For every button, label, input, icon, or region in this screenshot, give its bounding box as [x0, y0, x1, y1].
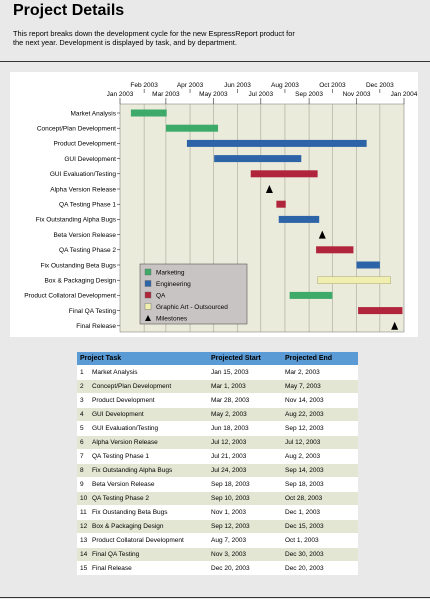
start-date-cell: Jul 21, 2003: [208, 450, 282, 464]
task-cell: [77, 548, 208, 562]
task-name: Concept/Plan Development: [92, 383, 172, 390]
x-tick-label-bottom: Sep 2003: [295, 91, 323, 98]
task-bar: [251, 170, 318, 177]
footer-divider: [0, 597, 430, 598]
gantt-chart: [10, 72, 418, 337]
table-row: [77, 506, 358, 520]
task-number: 9: [80, 481, 84, 488]
start-date-cell: Mar 28, 2003: [208, 394, 282, 408]
end-date-cell: Mar 2, 2003: [282, 366, 358, 380]
table-row: [77, 478, 358, 492]
task-cell: [77, 436, 208, 450]
task-label: Final QA Testing: [68, 307, 116, 315]
task-name: GUI Development: [92, 411, 144, 418]
table-row: [77, 450, 358, 464]
task-name: Beta Version Release: [92, 481, 155, 488]
task-name: Fix Outstanding Alpha Bugs: [92, 467, 173, 474]
end-date-cell: Aug 2, 2003: [282, 450, 358, 464]
start-date-cell: Nov 1, 2003: [208, 506, 282, 520]
page-title: Project Details: [13, 2, 125, 19]
end-date-cell: May 7, 2003: [282, 380, 358, 394]
task-bar: [316, 246, 353, 253]
task-cell: [77, 450, 208, 464]
task-label: Product Collatoral Development: [24, 292, 116, 300]
end-date-cell: Dec 30, 2003: [282, 548, 358, 562]
task-name: Market Analysis: [92, 369, 138, 376]
x-tick-label-bottom: Jan 2003: [106, 91, 134, 98]
task-number: 8: [80, 467, 84, 474]
end-date-cell: Aug 22, 2003: [282, 408, 358, 422]
task-number: 12: [80, 523, 88, 530]
table-row: [77, 548, 358, 562]
task-bar: [131, 110, 167, 117]
task-label: Product Development: [53, 140, 116, 148]
task-name: Alpha Version Release: [92, 439, 158, 446]
task-cell: [77, 492, 208, 506]
task-label: QA Testing Phase 2: [59, 247, 116, 255]
task-table: [77, 352, 358, 575]
table-row: [77, 422, 358, 436]
task-bar: [279, 216, 319, 223]
end-date-cell: Sep 14, 2003: [282, 464, 358, 478]
legend-swatch: [145, 269, 151, 275]
x-tick-label-top: Feb 2003: [130, 82, 158, 89]
start-date-cell: Sep 18, 2003: [208, 478, 282, 492]
end-date-cell: Jul 12, 2003: [282, 436, 358, 450]
task-cell: [77, 534, 208, 548]
task-label: Fix Outstanding Alpha Bugs: [35, 216, 116, 224]
task-number: 6: [80, 439, 84, 446]
task-name: Final QA Testing: [92, 551, 140, 558]
task-cell: [77, 478, 208, 492]
task-cell: [77, 520, 208, 534]
task-bar: [187, 140, 367, 147]
legend-label: Milestones: [156, 315, 188, 323]
task-number: 4: [80, 411, 84, 418]
legend-swatch: [145, 304, 151, 310]
task-label: Concept/Plan Development: [36, 125, 116, 133]
task-label: Market Analysis: [70, 110, 116, 118]
gantt-chart-panel: [10, 72, 418, 337]
task-number: 14: [80, 551, 88, 558]
end-date-cell: Oct 28, 2003: [282, 492, 358, 506]
table-row: [77, 534, 358, 548]
task-cell: [77, 394, 208, 408]
start-date-cell: Jul 24, 2003: [208, 464, 282, 478]
legend-label: Graphic Art - Outsourced: [156, 303, 228, 311]
task-label: Final Release: [76, 323, 116, 331]
table-row: [77, 562, 358, 576]
table-header-row: [77, 352, 358, 366]
axis-tick-labels: [107, 82, 418, 104]
task-table-body: [77, 366, 358, 576]
task-number: 5: [80, 425, 84, 432]
end-date-cell: Dec 15, 2003: [282, 520, 358, 534]
start-date-cell: Jan 15, 2003: [208, 366, 282, 380]
report-description: This report breaks down the development cycle for the new EspressReport product for the next year. Development is displayed by task, and by department.: [13, 29, 295, 47]
task-bar: [318, 277, 391, 284]
task-name: QA Testing Phase 1: [92, 453, 149, 460]
legend-swatch: [145, 292, 151, 298]
task-number: 10: [80, 495, 88, 502]
task-label: GUI Development: [64, 155, 116, 163]
task-name: Product Development: [92, 397, 155, 404]
table-row: [77, 492, 358, 506]
task-label: Alpha Version Release: [50, 186, 116, 194]
task-number: 1: [80, 369, 84, 376]
end-date-cell: Sep 12, 2003: [282, 422, 358, 436]
start-date-cell: Nov 3, 2003: [208, 548, 282, 562]
header-divider: [0, 61, 430, 62]
start-date-cell: Jun 18, 2003: [208, 422, 282, 436]
task-bar: [214, 155, 301, 162]
end-date-cell: Sep 18, 2003: [282, 478, 358, 492]
legend-swatch: [145, 281, 151, 287]
table-row: [77, 436, 358, 450]
start-date-cell: Dec 20, 2003: [208, 562, 282, 576]
task-label: QA Testing Phase 1: [59, 201, 116, 209]
legend-label: QA: [156, 292, 166, 300]
x-tick-label-top: Aug 2003: [271, 82, 299, 89]
x-tick-label-bottom: Jul 2003: [248, 91, 274, 98]
table-row: [77, 520, 358, 534]
x-tick-label-top: Dec 2003: [365, 82, 394, 89]
task-label: Beta Version Release: [53, 231, 116, 239]
task-name: Final Release: [92, 565, 132, 572]
task-bar: [166, 125, 218, 132]
table-row: [77, 408, 358, 422]
end-date-cell: Dec 1, 2003: [282, 506, 358, 520]
start-date-cell: May 2, 2003: [208, 408, 282, 422]
table-row: [77, 394, 358, 408]
end-date-cell: Dec 20, 2003: [282, 562, 358, 576]
column-header-end: Projected End: [282, 352, 358, 366]
legend-label: Engineering: [156, 280, 191, 288]
column-header-task: Project Task: [77, 352, 208, 366]
x-tick-label-top: Jun 2003: [224, 82, 251, 89]
task-cell: [77, 366, 208, 380]
task-name: QA Testing Phase 2: [92, 495, 149, 502]
table-row: [77, 366, 358, 380]
task-cell: [77, 408, 208, 422]
start-date-cell: Jul 12, 2003: [208, 436, 282, 450]
legend-label: Marketing: [156, 269, 185, 277]
x-tick-label-bottom: Mar 2003: [152, 91, 180, 98]
task-name: GUI Evaluation/Testing: [92, 425, 159, 432]
task-name: Product Collatoral Development: [92, 537, 184, 544]
task-name: Fix Oustanding Beta Bugs: [92, 509, 168, 516]
task-label: Box & Packaging Design: [44, 277, 116, 285]
task-cell: [77, 506, 208, 520]
task-cell: [77, 464, 208, 478]
task-bar: [276, 201, 285, 208]
x-tick-label-bottom: May 2003: [199, 91, 228, 98]
task-name: Box & Packaging Design: [92, 523, 164, 530]
task-number: 7: [80, 453, 84, 460]
task-number: 13: [80, 537, 88, 544]
task-cell: [77, 562, 208, 576]
task-bar: [357, 262, 380, 269]
table-row: [77, 380, 358, 394]
task-number: 3: [80, 397, 84, 404]
x-tick-label-top: Oct 2003: [319, 82, 346, 89]
legend: [140, 264, 247, 324]
task-number: 11: [80, 509, 87, 516]
x-tick-label-bottom: Nov 2003: [342, 91, 371, 98]
task-cell: [77, 380, 208, 394]
end-date-cell: Nov 14, 2003: [282, 394, 358, 408]
task-bar: [290, 292, 333, 299]
column-header-start: Projected Start: [208, 352, 282, 366]
start-date-cell: Sep 10, 2003: [208, 492, 282, 506]
task-bar: [358, 307, 402, 314]
start-date-cell: Aug 7, 2003: [208, 534, 282, 548]
x-tick-label-top: Apr 2003: [176, 82, 204, 89]
start-date-cell: Sep 12, 2003: [208, 520, 282, 534]
end-date-cell: Oct 1, 2003: [282, 534, 358, 548]
task-label: Fix Oustanding Beta Bugs: [40, 262, 116, 270]
x-tick-label-bottom: Jan 2004: [390, 91, 418, 98]
task-label: GUI Evaluation/Testing: [49, 171, 116, 179]
task-cell: [77, 422, 208, 436]
start-date-cell: Mar 1, 2003: [208, 380, 282, 394]
task-number: 2: [80, 383, 84, 390]
task-number: 15: [80, 565, 88, 572]
table-row: [77, 464, 358, 478]
